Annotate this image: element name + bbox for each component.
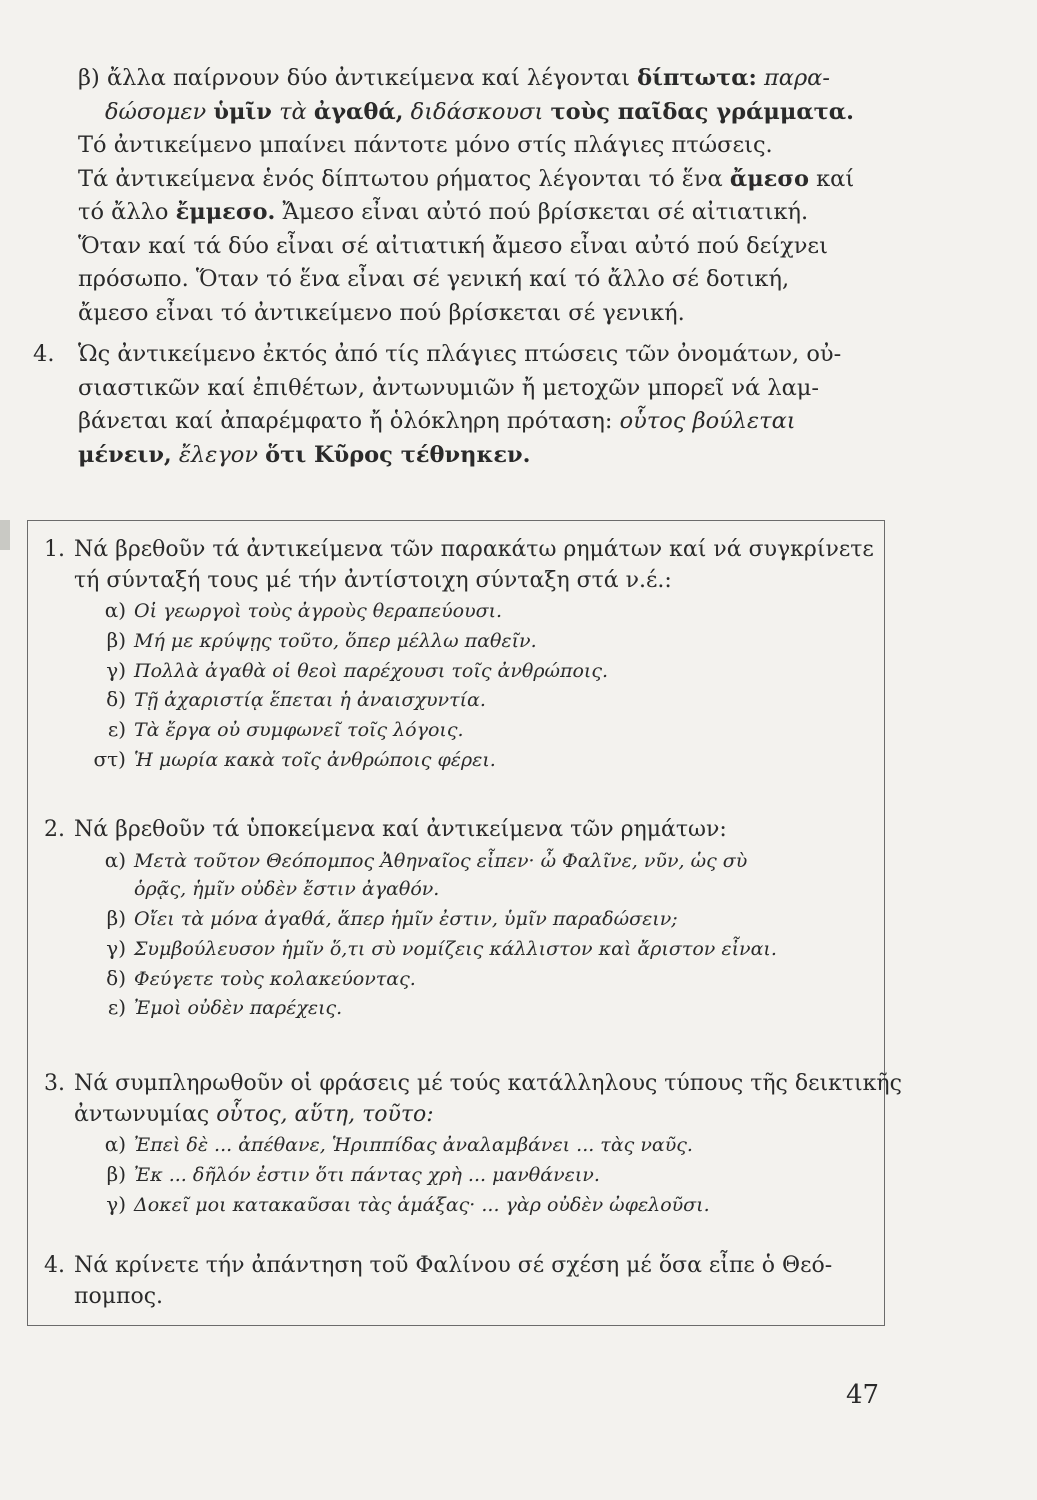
item-text: Ἐπεὶ δὲ ... ἀπέθανε, Ἡριππίδας ἀναλαμβάνει ... τὰς ναῦς. [134,1134,693,1156]
item-text: Μετὰ τοῦτον Θεόπομπος Ἀθηναῖος εἶπεν· ὦ Φαλῖνε, νῦν, ὡς σὺ [134,849,748,872]
item-text: Ἡ μωρία κακὰ τοῖς ἀνθρώποις φέρει. [134,748,496,771]
grammar-text [33,62,890,472]
item-text: Μή με κρύψῃς τοῦτο, ὅπερ μέλλω παθεῖν. [134,629,537,652]
item-text: Συμβούλευσον ἡμῖν ὅ,τι σὺ νομίζεις κάλλιστον καὶ ἄριστον εἶναι. [134,937,777,960]
item-text: Φεύγετε τοὺς κολακεύοντας. [134,967,416,990]
exercise-4: 4. Νά κρίνετε τήν ἀπάντηση τοῦ Φαλίνου σέ σχέση μέ ὅσα εἶπε ὁ Θεό- πομπος. [44,1253,833,1309]
exercise-item [44,964,777,994]
exercise-item [44,1160,902,1190]
item-label: α) [104,847,126,872]
page-edge-mark [0,520,10,550]
exercise-item [44,875,777,904]
exercise-item [44,934,777,964]
item-text: Τὰ ἔργα οὐ συμφωνεῖ τοῖς λόγοις. [134,719,464,742]
item-label: δ) [106,687,126,712]
item-label: ε) [107,717,126,742]
exercise-item [44,993,777,1023]
exercise-item [44,1130,902,1160]
item-text: Οἴει τὰ μόνα ἀγαθά, ἅπερ ἡμῖν ἐστιν, ὑμῖν παραδώσειν; [134,908,678,931]
item-text: Ἐμοὶ οὐδὲν παρέχεις. [134,997,343,1020]
item-text: Οἱ γεωργοὶ τοὺς ἀγροὺς θεραπεύουσι. [134,600,503,622]
exercise-item [44,745,874,775]
exercise-item [44,846,777,876]
paragraph-line: τό ἄλλο ἔμμεσο. Ἄμεσο εἶναι αὐτό πού βρίσκεται σέ αἰτιατική. [78,199,809,225]
item-label: ε) [107,995,126,1020]
exercises-box [27,520,902,1326]
rule-b-line-1: β) ἄλλα παίρνουν δύο ἀντικείμενα καί λέγονται δίπτωτα: παρα- [78,65,830,91]
exercise-item [44,626,874,656]
page-number: 47 [846,1380,880,1410]
exercise-2-items [44,846,777,1024]
item-label: στ) [93,746,126,771]
rule-4: 4. Ὡς ἀντικείμενο ἐκτός ἀπό τίς πλάγιες πτώσεις τῶν ὀνομάτων, οὐ- σιαστικῶν καί ἐπιθέτων, ἀντωνυμιῶν ἤ μετοχῶν μπορεῖ νά λαμ- βάνεται καί ἀπαρέμφατο ἤ ὁλόκληρη πρόταση: οὗτος βούλεται μένειν, ἔλεγον ὅτι Κῦρος τέθνηκεν. [78,338,890,472]
exercise-item [44,715,874,745]
exercise-item [44,685,874,715]
item-text: ὁρᾷς, ἡμῖν οὐδὲν ἔστιν ἀγαθόν. [134,878,440,901]
item-text: Τῇ ἀχαριστίᾳ ἕπεται ἡ ἀναισχυντία. [134,689,486,712]
item-label: α) [104,598,126,622]
exercise-item [44,596,874,626]
item-text: Ἐκ ... δῆλόν ἐστιν ὅτι πάντας χρὴ ... μανθάνειν. [134,1163,600,1186]
exercise-item [44,656,874,686]
paragraph-line: Τό ἀντικείμενο μπαίνει πάντοτε μόνο στίς πλάγιες πτώσεις. [78,132,773,158]
exercise-1: 1. Νά βρεθοῦν τά ἀντικείμενα τῶν παρακάτω ρημάτων καί νά συγκρίνετε τή σύνταξή τους μέ τήν ἀντίστοιχη σύνταξη στά ν.έ.: α) Οἱ γεωργοὶ τοὺς ἀγροὺς θεραπεύουσι. β) Μή με κρύψῃς τοῦτο, ὅπερ μέλλω παθεῖν. γ) Πολλὰ ἀγαθὰ οἱ θεοὶ παρέχουσι τοῖς ἀνθρώποις. δ) Τῇ ἀχαριστίᾳ ἕπεται ἡ ἀναισχυντία. ε) Τὰ ἔργα οὐ συμφωνεῖ τοῖς λόγοις. στ) Ἡ μωρία κακὰ τοῖς ἀνθρώποις φέρει. [44,535,874,775]
item-label: γ) [106,657,126,682]
rule-number: 4. [33,341,55,367]
item-label: δ) [106,965,126,990]
paragraph-line: Ὅταν καί τά δύο εἶναι σέ αἰτιατική ἄμεσο εἶναι αὐτό πού δείχνει [78,232,828,259]
item-label: β) [106,906,126,931]
item-label: β) [106,1161,126,1186]
item-label: γ) [106,935,126,960]
exercise-1-items [44,596,874,775]
exercise-3: 3. Νά συμπληρωθοῦν οἱ φράσεις μέ τούς κατάλληλους τύπους τῆς δεικτικῆς ἀντωνυμίας οὗτος, αὕτη, τοῦτο: α) Ἐπεὶ δὲ ... ἀπέθανε, Ἡριππίδας ἀναλαμβάνει ... τὰς ναῦς. β) Ἐκ ... δῆλόν ἐστιν ὅτι πάντας χρὴ ... μανθάνειν. γ) Δοκεῖ μοι κατακαῦσαι τὰς ἁμάξας· ... γὰρ οὐδὲν ὠφελοῦσι. [44,1069,902,1219]
exercise-item [44,904,777,934]
item-label: γ) [106,1191,126,1216]
paragraph-line: Τά ἀντικείμενα ἑνός δίπτωτου ρήματος λέγονται τό ἕνα ἄμεσο καί [78,165,855,192]
rule-b-line-2: δώσομεν ὑμῖν τὰ ἀγαθά, διδάσκουσι τοὺς παῖδας γράμματα. [105,98,854,125]
item-text: Δοκεῖ μοι κατακαῦσαι τὰς ἁμάξας· ... γὰρ οὐδὲν ὠφελοῦσι. [134,1193,710,1216]
exercise-2: 2. Νά βρεθοῦν τά ὑποκείμενα καί ἀντικείμενα τῶν ρημάτων: α) Μετὰ τοῦτον Θεόπομπος Ἀθηναῖος εἶπεν· ὦ Φαλῖνε, νῦν, ὡς σὺ ὁρᾷς, ἡμῖν οὐδὲν ἔστιν ἀγαθόν. β) Οἴει τὰ μόνα ἀγαθά, ἅπερ ἡμῖν ἐστιν, ὑμῖν παραδώσειν; γ) Συμβούλευσον ἡμῖν ὅ,τι σὺ νομίζεις κάλλιστον καὶ ἄριστον εἶναι. δ) Φεύγετε τοὺς κολακεύοντας. ε) Ἐμοὶ οὐδὲν παρέχεις. [44,815,777,1023]
exercise-item [44,1190,902,1220]
paragraph-line: ἄμεσο εἶναι τό ἀντικείμενο πού βρίσκεται σέ γενική. [78,299,685,326]
paragraph-line: πρόσωπο. Ὅταν τό ἕνα εἶναι σέ γενική καί τό ἄλλο σέ δοτική, [78,266,790,292]
item-text: Πολλὰ ἀγαθὰ οἱ θεοὶ παρέχουσι τοῖς ἀνθρώποις. [134,659,609,682]
item-label: α) [104,1132,126,1156]
item-label: β) [106,627,126,652]
exercise-3-items [44,1130,902,1219]
